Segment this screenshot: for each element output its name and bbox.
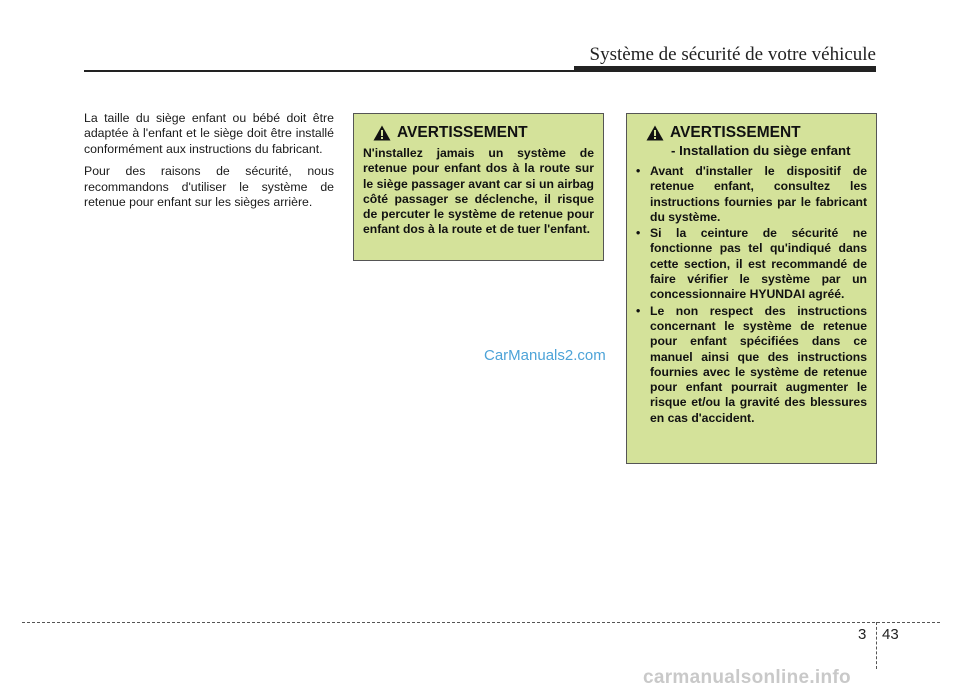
site-watermark: carmanualsonline.info — [643, 667, 851, 688]
header-rule-accent — [574, 66, 876, 72]
warning-header — [646, 124, 867, 142]
header-title: Système de sécurité de votre véhicule — [589, 44, 876, 65]
intro-paragraph: Pour des raisons de sécurité, nous recommandons d'utiliser le système de retenue pour enfant sur les sièges arrière. — [84, 164, 334, 210]
warning-header — [373, 124, 594, 142]
intro-text — [84, 111, 334, 217]
warning-subtitle: - Installation du siège enfant — [671, 143, 851, 158]
warning-box-rear-facing — [353, 113, 604, 261]
warning-title: AVERTISSEMENT — [670, 124, 801, 141]
watermark: CarManuals2.com — [484, 347, 606, 364]
warning-text: N'installez jamais un système de retenue pour enfant dos à la route sur le siège passager avant car si un airbag côté passager se déclenche, il risque de percuter le système de retenue pour enfant dos à la route et de tuer l'enfant. — [363, 146, 594, 237]
chapter-number: 3 — [858, 626, 867, 643]
warning-triangle-icon — [646, 125, 664, 141]
intro-paragraph: La taille du siège enfant ou bébé doit être adaptée à l'enfant et le siège doit être installé conformément aux instructions du fabricant. — [84, 111, 334, 156]
warning-box-installation — [626, 113, 877, 464]
warning-triangle-icon — [373, 125, 391, 141]
warning-title: AVERTISSEMENT — [397, 124, 528, 141]
warning-bullet: • Avant d'installer le dispositif de retenue enfant, consultez les instructions fournies par le fabricant du système. — [636, 164, 867, 225]
footer-rule — [22, 622, 940, 623]
page-number: 43 — [882, 626, 899, 643]
warning-bullet: • Si la ceinture de sécurité ne fonctionne pas tel qu'indiqué dans cette section, il est recommandé de faire vérifier le système par un concessionnaire HYUNDAI agréé. — [636, 226, 867, 302]
warning-list — [636, 164, 867, 426]
footer-divider — [876, 622, 877, 669]
warning-bullet: • Le non respect des instructions concernant le système de retenue pour enfant spécifiées dans ce manuel ainsi que des instructions fournies avec le système de retenue pour enfant pourrait augmenter le risque et/ou la gravité des blessures en cas d'accident. — [636, 304, 867, 426]
